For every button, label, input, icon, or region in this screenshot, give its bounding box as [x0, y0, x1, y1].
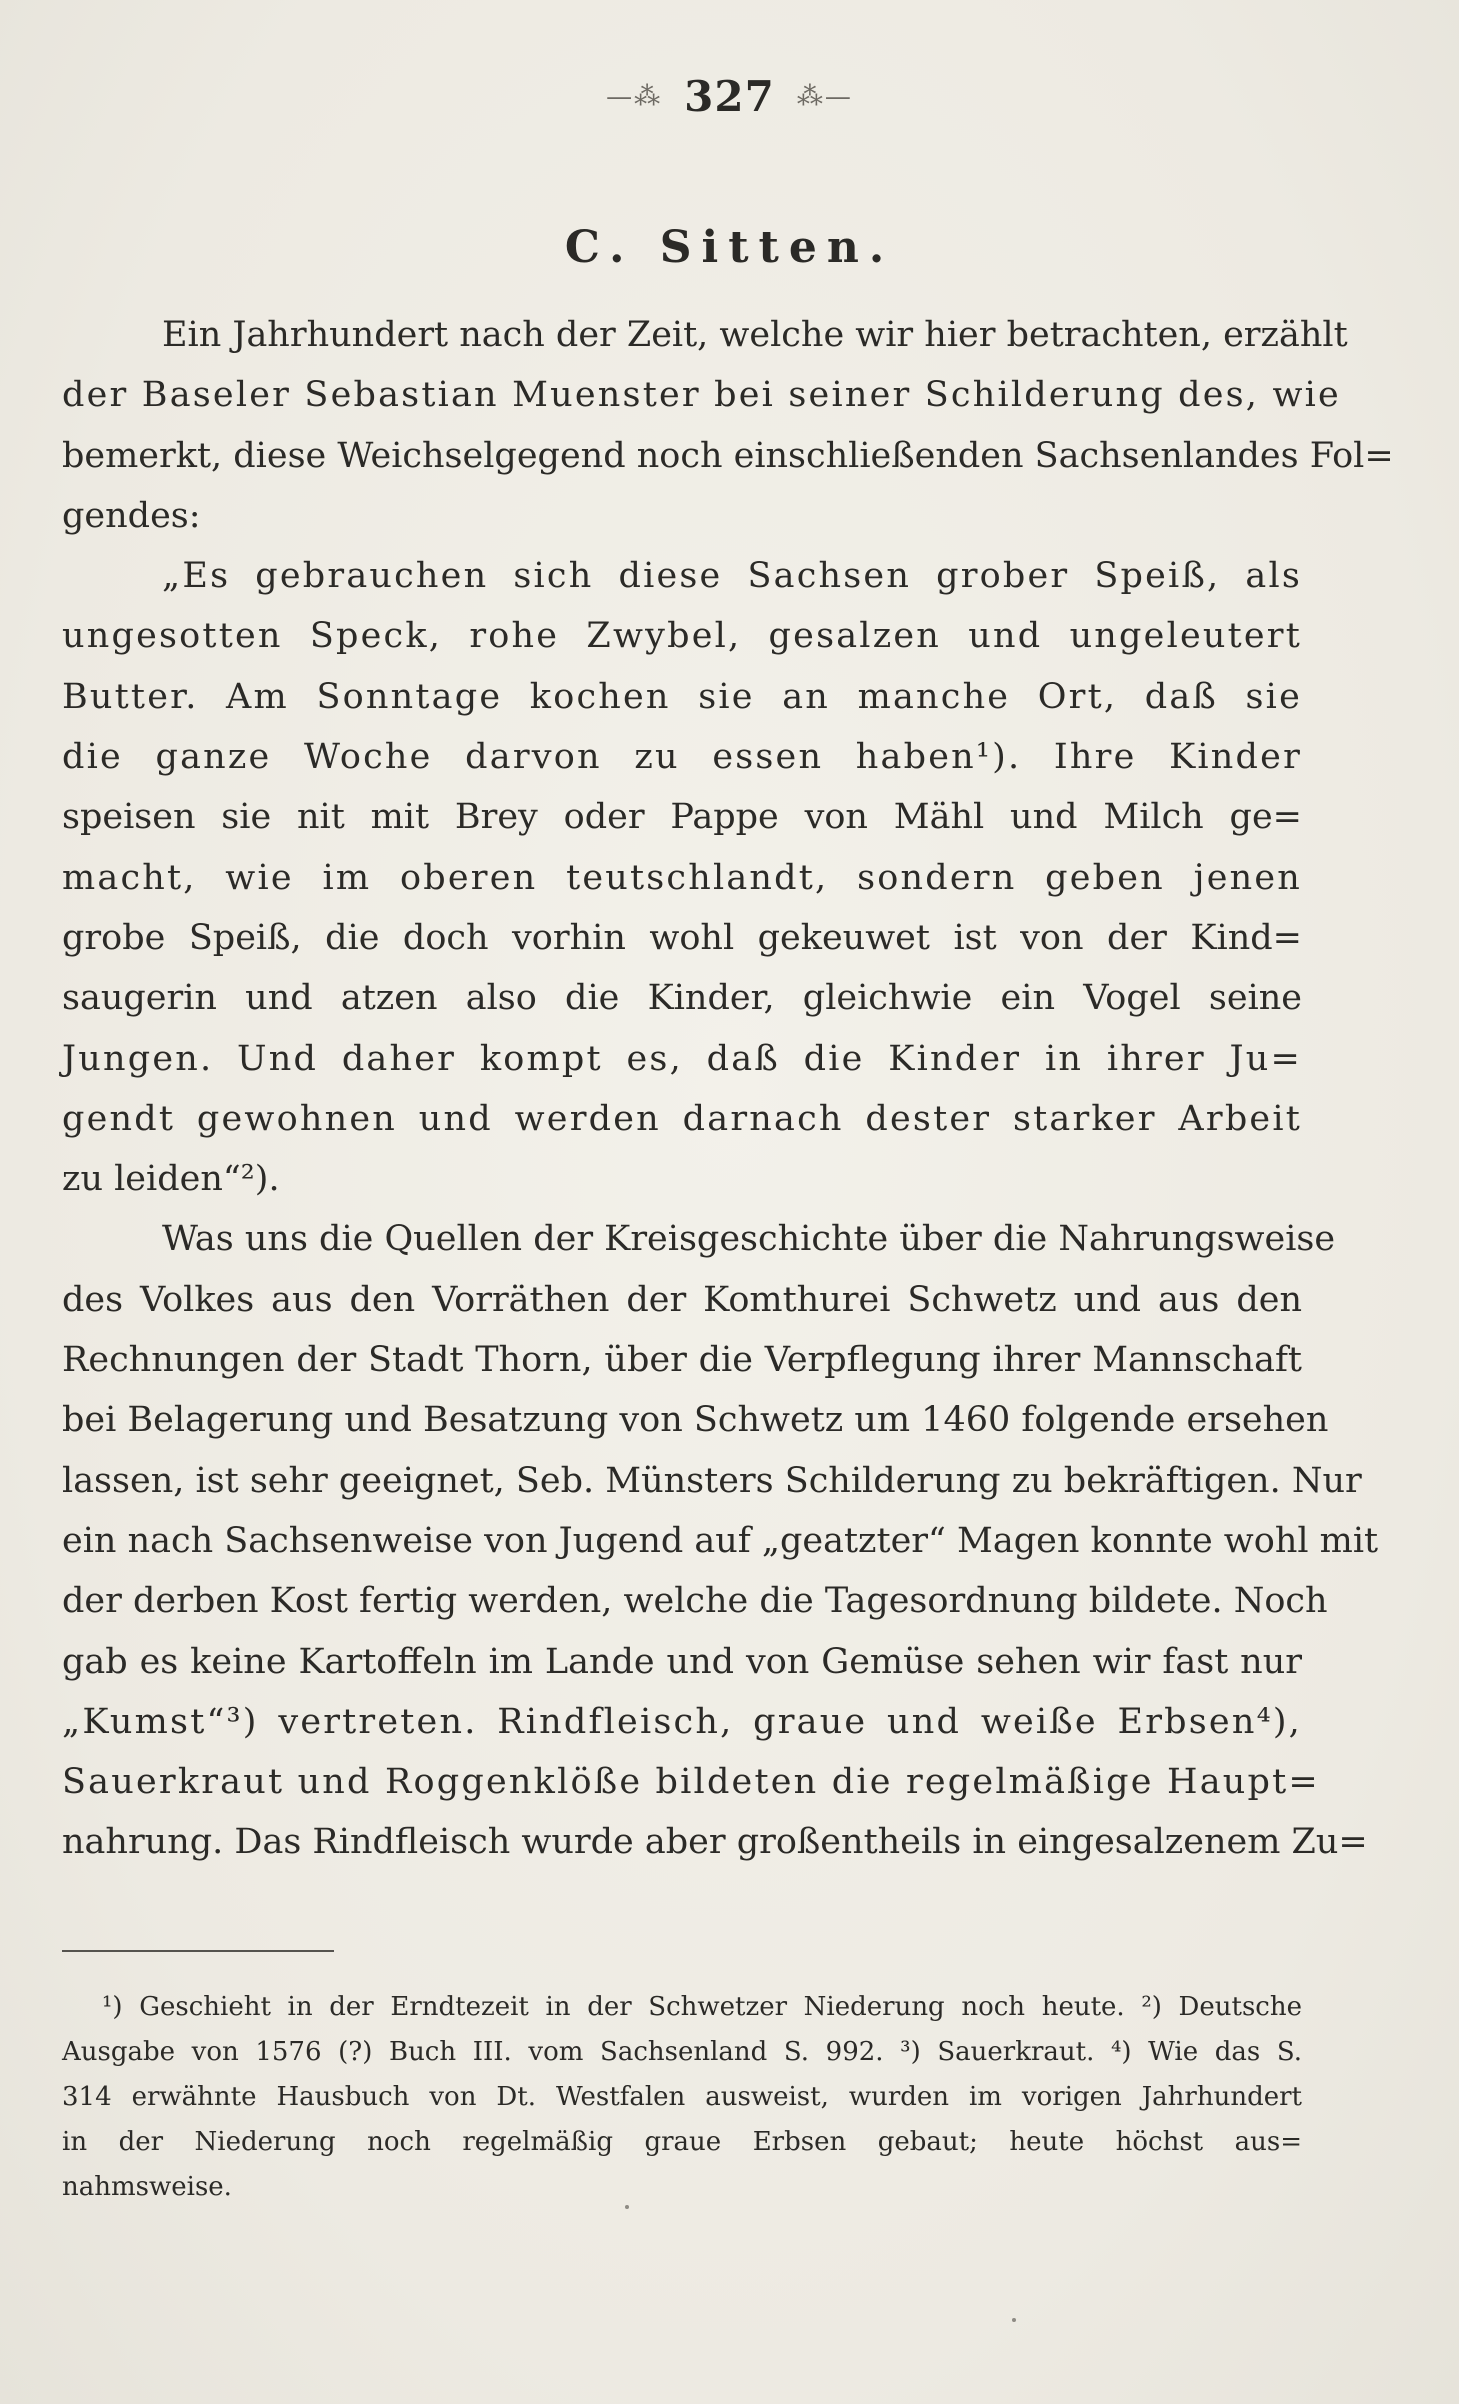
quote-line: die ganze Woche darvon zu essen haben¹). Ihre Kinder [62, 737, 1302, 778]
quote-line: Jungen. Und daher kompt es, daß die Kinder in ihrer Ju= [62, 1038, 1302, 1079]
body-line: der Baseler Sebastian Muenster bei seiner Schilderung des, wie [62, 375, 1341, 416]
paper-speck [625, 2205, 629, 2209]
quote-line: gendt gewohnen und werden darnach dester starker Arbeit [62, 1098, 1302, 1139]
body-line: nahrung. Das Rindfleisch wurde aber großentheils in eingesalzenem Zu= [62, 1822, 1368, 1863]
body-line: Rechnungen der Stadt Thorn, über die Verpflegung ihrer Mannschaft [62, 1340, 1302, 1381]
body-line: ein nach Sachsenweise von Jugend auf „geatzter“ Magen konnte wohl mit [62, 1520, 1379, 1561]
paper-speck [1012, 2318, 1016, 2322]
page-header [0, 72, 1459, 121]
footnote-line: nahmsweise. [62, 2172, 232, 2202]
body-line: bemerkt, diese Weichselgegend noch einschließenden Sachsenlandes Fol= [62, 435, 1394, 476]
body-line: gendes: [62, 495, 201, 536]
body-line: lassen, ist sehr geeignet, Seb. Münsters Schilderung zu bekräftigen. Nur [62, 1460, 1362, 1501]
body-line: des Volkes aus den Vorräthen der Komthurei Schwetz und aus den [62, 1279, 1302, 1320]
section-title: C. Sitten. [564, 222, 895, 273]
body-line: Ein Jahrhundert nach der Zeit, welche wir hier betrachten, erzählt [162, 315, 1348, 355]
footnote-line: Ausgabe von 1576 (?) Buch III. vom Sachsenland S. 992. ³) Sauerkraut. ⁴) Wie das S. [62, 2037, 1302, 2067]
footnote-line: ¹) Geschieht in der Erndtezeit in der Schwetzer Niederung noch heute. ²) Deutsche [102, 1992, 1302, 2022]
quote-line: ungesotten Speck, rohe Zwybel, gesalzen und ungeleutert [62, 616, 1302, 657]
footnote-line: 314 erwähnte Hausbuch von Dt. Westfalen ausweist, wurden im vorigen Jahrhundert [62, 2082, 1302, 2112]
quote-line: grobe Speiß, die doch vorhin wohl gekeuwet ist von der Kind= [62, 917, 1302, 958]
quote-line: speisen sie nit mit Brey oder Pappe von Mähl und Milch ge= [62, 797, 1302, 838]
quote-line: saugerin und atzen also die Kinder, gleichwie ein Vogel seine [62, 978, 1302, 1019]
quote-line: „Es gebrauchen sich diese Sachsen grober Speiß, als [162, 556, 1302, 597]
body-line: Sauerkraut und Roggenklöße bildeten die regelmäßige Haupt= [62, 1762, 1320, 1803]
header-ornament-left: —⁂ [606, 81, 663, 112]
body-text [62, 305, 1394, 1873]
body-line: bei Belagerung und Besatzung von Schwetz um 1460 folgende ersehen [62, 1400, 1329, 1441]
footnote-line: in der Niederung noch regelmäßig graue Erbsen gebaut; heute höchst aus= [62, 2127, 1302, 2157]
page-number: 327 [684, 72, 775, 121]
footnotes [62, 1985, 1302, 2210]
footnote-divider [62, 1950, 334, 1952]
body-line: Was uns die Quellen der Kreisgeschichte über die Nahrungsweise [162, 1219, 1336, 1260]
body-line: der derben Kost fertig werden, welche die Tagesordnung bildete. Noch [62, 1581, 1328, 1622]
header-ornament-right: ⁂— [796, 81, 853, 112]
quote-line: Butter. Am Sonntage kochen sie an manche Ort, daß sie [62, 676, 1302, 717]
body-line: „Kumst“³) vertreten. Rindfleisch, graue und weiße Erbsen⁴), [62, 1701, 1302, 1742]
quote-line: macht, wie im oberen teutschlandt, sondern geben jenen [62, 857, 1302, 898]
body-line: gab es keine Kartoffeln im Lande und von Gemüse sehen wir fast nur [62, 1641, 1302, 1682]
quote-line: zu leiden“²). [62, 1159, 280, 1200]
